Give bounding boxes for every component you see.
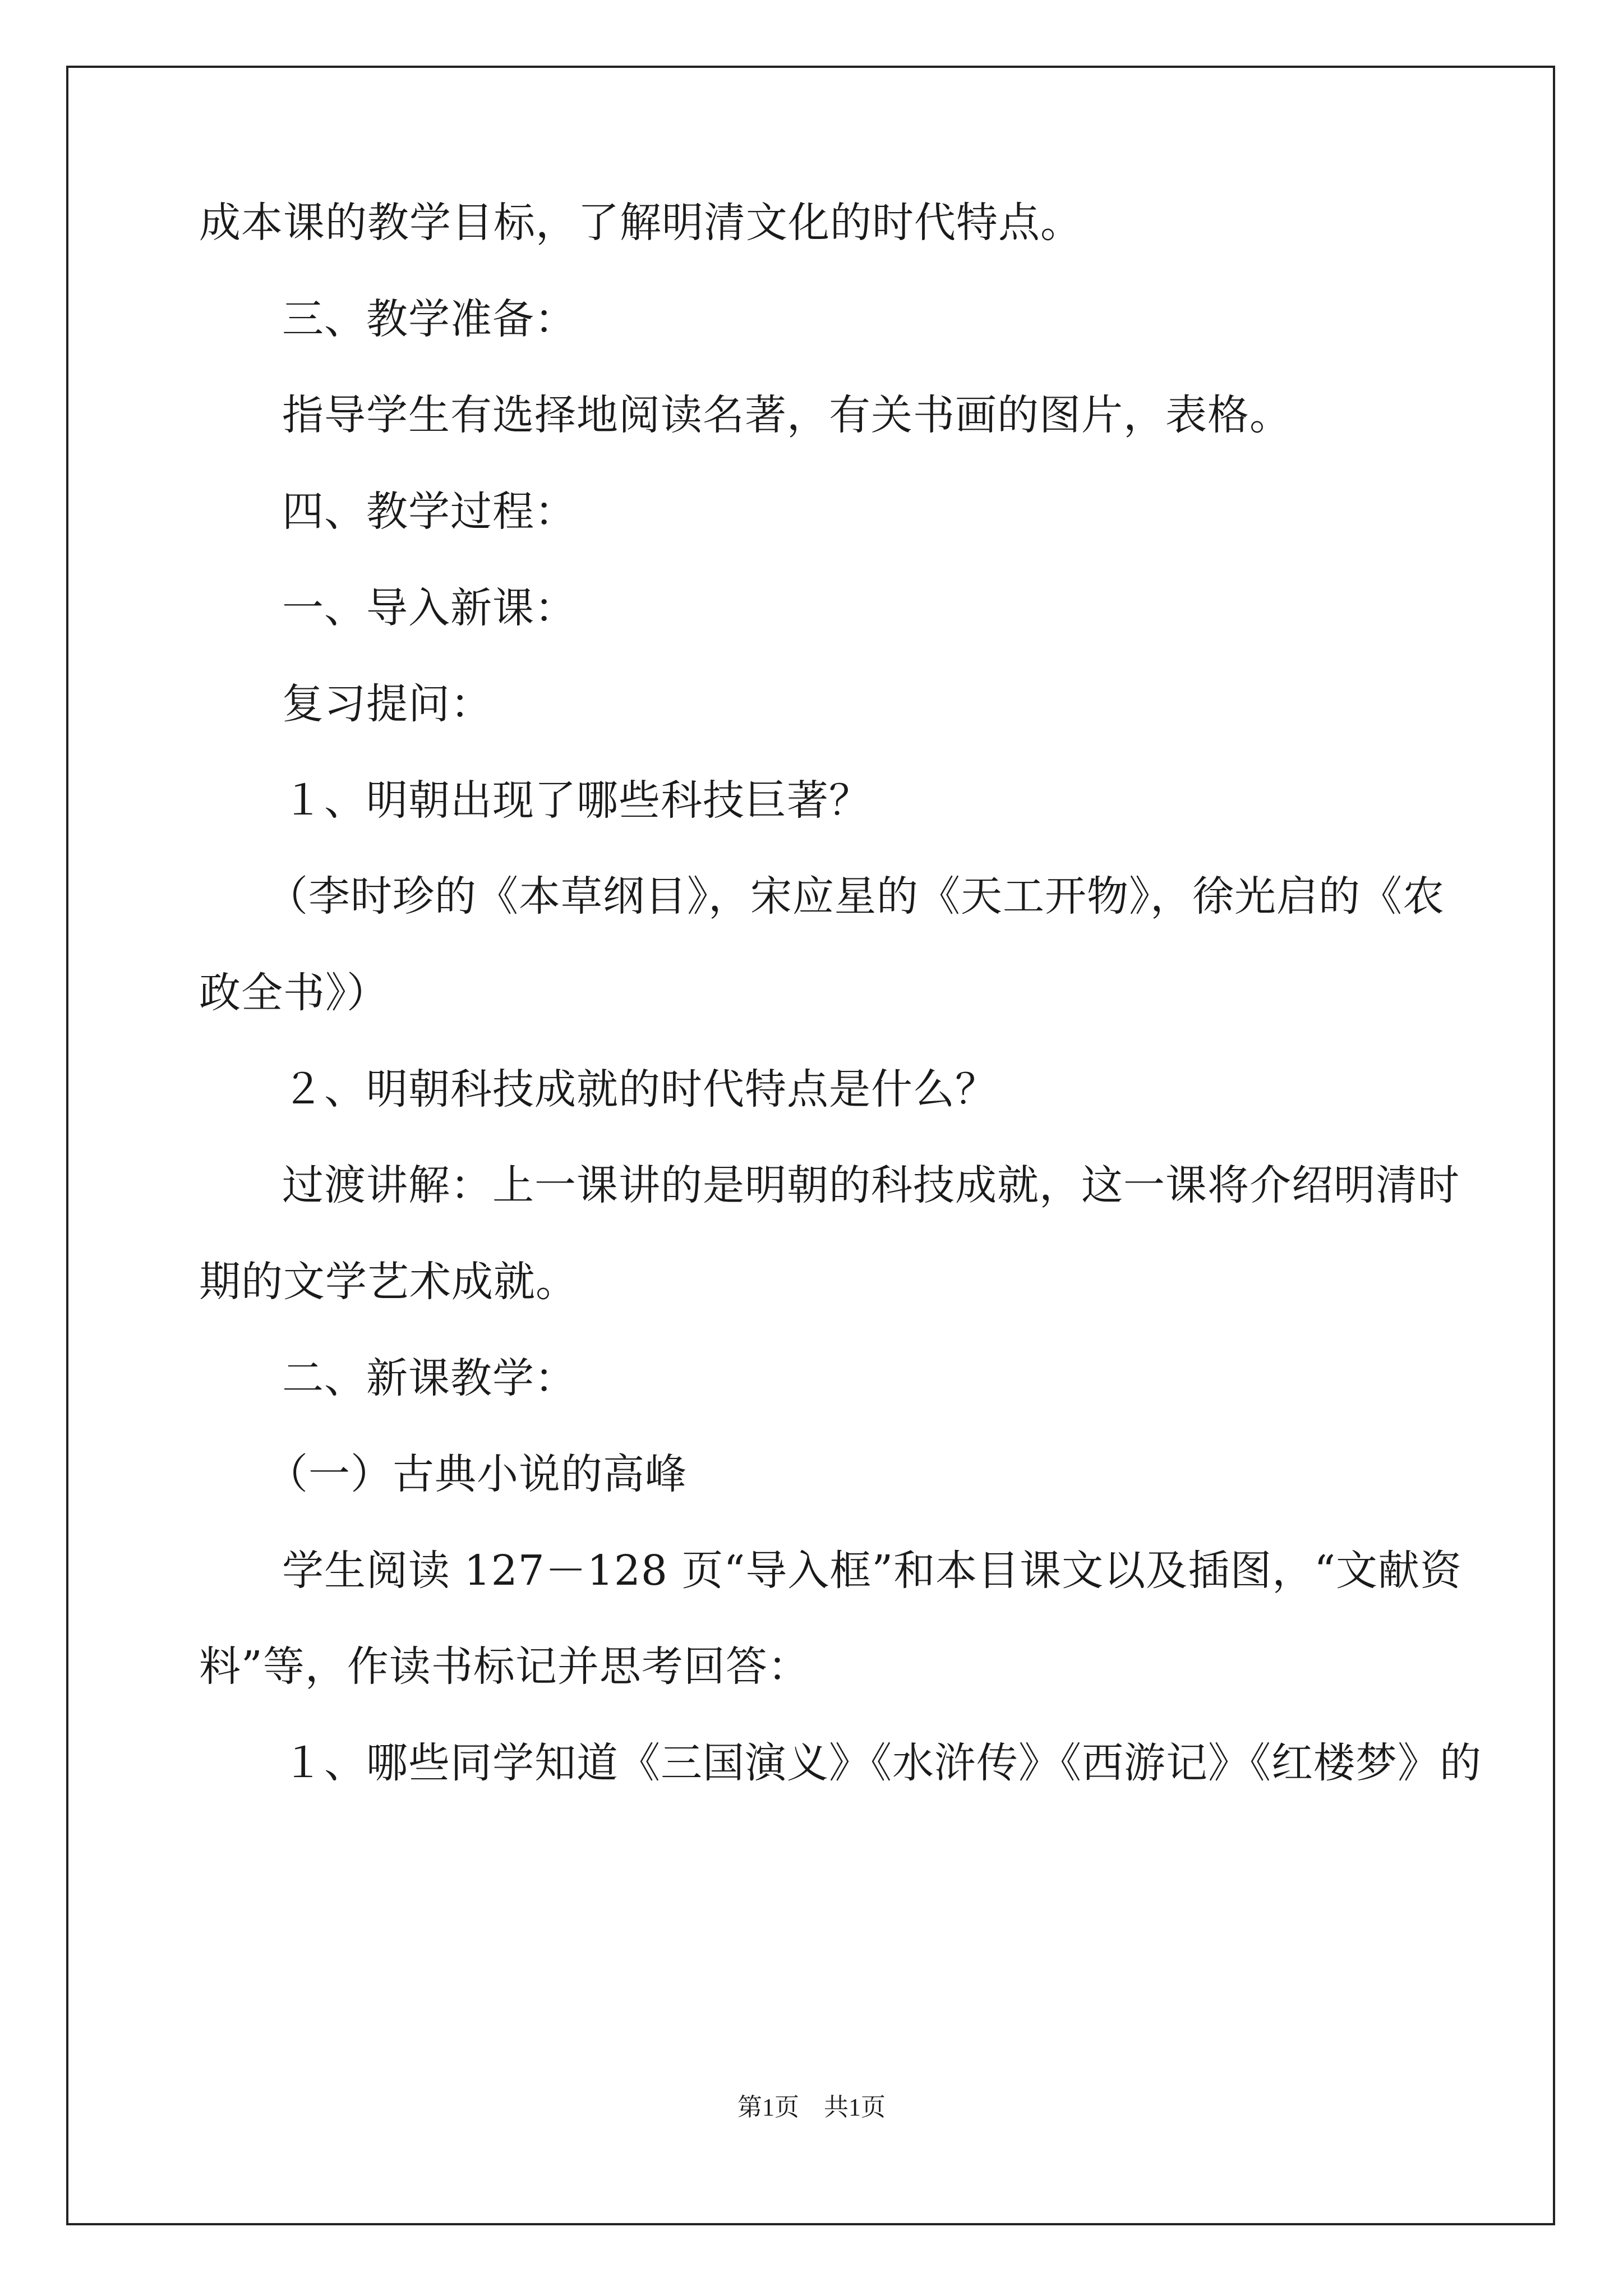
list-item: ２、明朝科技成就的时代特点是什么？ — [282, 1065, 997, 1114]
page-footer: 第1页 共1页 — [737, 2093, 886, 2121]
list-item: １、哪些同学知道《三国演义》《水浒传》《西游记》《红楼梦》的 — [282, 1739, 1482, 1787]
paragraph-line: （李时珍的《本草纲目》，宋应星的《天工开物》，徐光启的《农 — [266, 872, 1445, 921]
subsection-heading: （一）古典小说的高峰 — [266, 1450, 687, 1498]
paragraph-line: 学生阅读 127－128 页“导入框”和本目课文以及插图，“文献资 — [282, 1547, 1463, 1595]
paragraph-line: 复习提问： — [282, 680, 492, 728]
paragraph-line: 料”等，作读书标记并思考回答： — [199, 1642, 810, 1691]
section-heading: 三、教学准备： — [282, 295, 577, 343]
section-heading: 二、新课教学： — [282, 1354, 577, 1402]
list-item: １、明朝出现了哪些科技巨著？ — [282, 776, 871, 825]
section-heading: 一、导入新课： — [282, 584, 577, 632]
paragraph-line: 成本课的教学目标，了解明清文化的时代特点。 — [199, 199, 1082, 247]
paragraph-line: 期的文学艺术成就。 — [199, 1258, 578, 1306]
paragraph-line: 指导学生有选择地阅读名著，有关书画的图片，表格。 — [282, 391, 1292, 439]
page-border — [66, 66, 1555, 2225]
paragraph-line: 过渡讲解：上一课讲的是明朝的科技成就，这一课将介绍明清时 — [282, 1161, 1460, 1209]
paragraph-line: 政全书》） — [199, 969, 389, 1017]
section-heading: 四、教学过程： — [282, 487, 577, 536]
